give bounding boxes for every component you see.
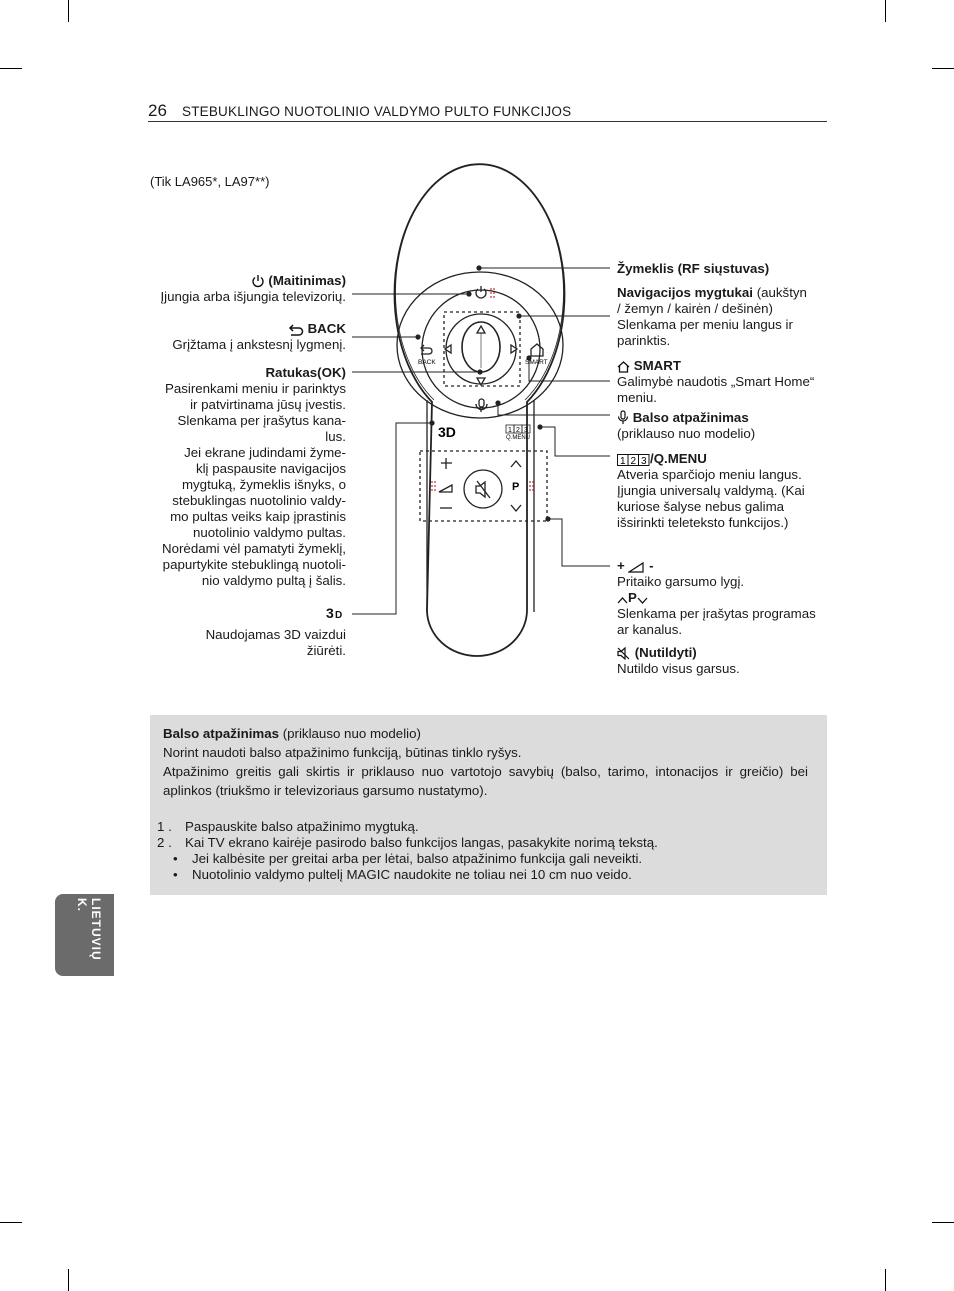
- wheel-title: Ratukas(OK): [265, 365, 346, 380]
- note-title: Balso atpažinimas: [163, 726, 280, 741]
- qmenu-desc: Atveria sparčiojo meniu langus.: [617, 467, 802, 482]
- note-line: Norint naudoti balso atpažinimo funkciją, būtinas tinklo ryšys.: [163, 745, 522, 760]
- wheel-desc-line: mygtuką, žymeklis išnyks, o: [181, 477, 346, 492]
- volume-title-end: -: [645, 558, 654, 573]
- nav-desc: (aukštyn: [756, 285, 807, 300]
- wheel-desc-line: mo pultas veiks kaip įprastinis: [170, 509, 346, 524]
- nav-label: [617, 285, 837, 349]
- page-number: 26: [148, 101, 167, 120]
- wheel-desc-line: klį paspausite navigacijos: [195, 461, 346, 476]
- smart-desc: meniu.: [617, 390, 657, 405]
- channel-desc: Slenkama per įrašytas programas: [617, 606, 816, 621]
- threed-desc: Naudojamas 3D vaizdui: [205, 627, 346, 642]
- remote-back-label: BACK: [418, 359, 436, 366]
- list-item: • Jei kalbėsite per greitai arba per lėtai, balso atpažinimo funkcija gali neveikti.: [173, 851, 643, 866]
- smart-title: SMART: [633, 358, 681, 373]
- model-note: (Tik LA965*, LA97**): [150, 174, 270, 189]
- remote-body: [395, 164, 565, 656]
- volume-label: [617, 558, 837, 638]
- qmenu-label: [617, 451, 837, 531]
- page-title: STEBUKLINGO NUOTOLINIO VALDYMO PULTO FUNKCIJOS: [182, 104, 572, 119]
- svg-text:3: 3: [326, 605, 334, 620]
- power-desc: Įjungia arba išjungia televizorių.: [160, 289, 346, 304]
- back-title: BACK: [307, 321, 346, 336]
- remote-p-label: P: [512, 481, 520, 493]
- wheel-desc-line: stebuklingas nuotolinio valdy-: [172, 493, 346, 508]
- svg-text:1: 1: [620, 456, 626, 466]
- voice-label: [617, 410, 837, 442]
- note-title-suffix: (priklauso nuo modelio): [279, 726, 421, 741]
- remote-3d-label: 3D: [438, 424, 456, 440]
- mute-title: (Nutildyti): [634, 645, 697, 660]
- svg-text:D: D: [335, 610, 343, 620]
- back-desc: Grįžtama į ankstesnį lygmenį.: [172, 337, 346, 352]
- wheel-desc-line: Norėdami vėl pamatyti žymeklį,: [162, 541, 346, 556]
- voice-desc: (priklauso nuo modelio): [617, 426, 756, 441]
- wheel-desc-line: lus.: [325, 429, 346, 444]
- note-line: Atpažinimo greitis gali skirtis ir priklauso nuo vartotojo savybių (balso, tarimo, intonacijos ir greičio) bei aplinkos (triukšmo ir televizoriaus garsumo nustatymo).: [163, 764, 808, 798]
- volume-icon: [628, 561, 645, 573]
- list-item: • Nuotolinio valdymo pultelį MAGIC naudokite ne toliau nei 10 cm nuo veido.: [173, 867, 632, 882]
- language-tab-label: LIETUVIŲ K.: [75, 898, 103, 961]
- volume-desc: Pritaiko garsumo lygį.: [617, 574, 745, 589]
- remote-smart-label: SMART: [525, 359, 548, 366]
- nav-desc: / žemyn / kairėn / dešinėn): [617, 301, 773, 316]
- wheel-desc-line: ir patvirtinama jūsų įvestis.: [190, 397, 346, 412]
- wheel-label: [140, 365, 346, 589]
- smart-label: [617, 358, 837, 406]
- nav-desc: Slenkama per meniu langus ir: [617, 317, 793, 332]
- channel-title: P: [628, 590, 637, 605]
- wheel-desc-line: nio valdymo pultą į šalis.: [201, 573, 346, 588]
- crop-mark: [885, 1269, 886, 1291]
- home-icon: [617, 361, 630, 373]
- mute-icon: [617, 647, 631, 660]
- qmenu-title: /Q.MENU: [650, 451, 707, 466]
- back-icon: [288, 323, 304, 336]
- power-title: (Maitinimas): [268, 273, 346, 288]
- crop-mark: [0, 1222, 22, 1223]
- crop-mark: [68, 1269, 69, 1291]
- chevron-up-icon: [617, 596, 628, 605]
- nav-title: Navigacijos mygtukai: [617, 285, 753, 300]
- wheel-desc-line: Pasirenkami meniu ir parinktys: [164, 381, 346, 396]
- threed-label: [140, 605, 346, 659]
- mic-icon: [617, 410, 629, 425]
- qmenu-desc: išsirinkti teleteksto funkcijos.): [617, 515, 789, 530]
- remote-digit-1: 1: [508, 427, 512, 434]
- list-item: 1 . Paspauskite balso atpažinimo mygtuką.: [157, 819, 419, 834]
- language-tab: [55, 894, 114, 976]
- threed-desc: žiūrėti.: [306, 643, 346, 658]
- wheel-desc-line: Jei ekrane judindami žyme-: [184, 445, 346, 460]
- wheel-desc-line: nuotolinio valdymo pultas.: [192, 525, 346, 540]
- qmenu-desc: kuriose šalyse nebus galima: [617, 499, 785, 514]
- svg-text:3: 3: [641, 456, 647, 466]
- qmenu-desc: Įjungia universalų valdymą. (Kai: [617, 483, 805, 498]
- power-label: [140, 273, 346, 305]
- volume-title: +: [617, 558, 629, 573]
- list-item: 2 . Kai TV ekrano kairėje pasirodo balso funkcijos langas, pasakykite norimą tekstą.: [157, 835, 658, 850]
- voice-note-box: [150, 715, 827, 895]
- qmenu-123-icon: [617, 454, 650, 466]
- power-icon: [251, 274, 265, 288]
- wheel-desc-line: papurtykite stebuklingą nuotoli-: [162, 557, 346, 572]
- remote-digit-2: 2: [516, 427, 520, 434]
- pointer-label: [617, 261, 837, 277]
- smart-desc: Galimybė naudotis „Smart Home“: [617, 374, 815, 389]
- back-label: [140, 321, 346, 353]
- voice-title: Balso atpažinimas: [632, 410, 749, 425]
- remote-digit-3: 3: [524, 427, 528, 434]
- wheel-desc-line: Slenkama per įrašytus kana-: [177, 413, 346, 428]
- chevron-down-icon: [637, 596, 648, 605]
- pointer-title: Žymeklis (RF siųstuvas): [617, 261, 770, 276]
- crop-mark: [932, 1222, 954, 1223]
- 3d-icon: [326, 605, 346, 620]
- mute-label: [617, 645, 837, 677]
- mute-desc: Nutildo visus garsus.: [617, 661, 740, 676]
- nav-desc: parinktis.: [617, 333, 671, 348]
- channel-desc: ar kanalus.: [617, 622, 683, 637]
- remote-qmenu-label: Q.MENU: [506, 435, 530, 441]
- svg-text:2: 2: [630, 456, 637, 466]
